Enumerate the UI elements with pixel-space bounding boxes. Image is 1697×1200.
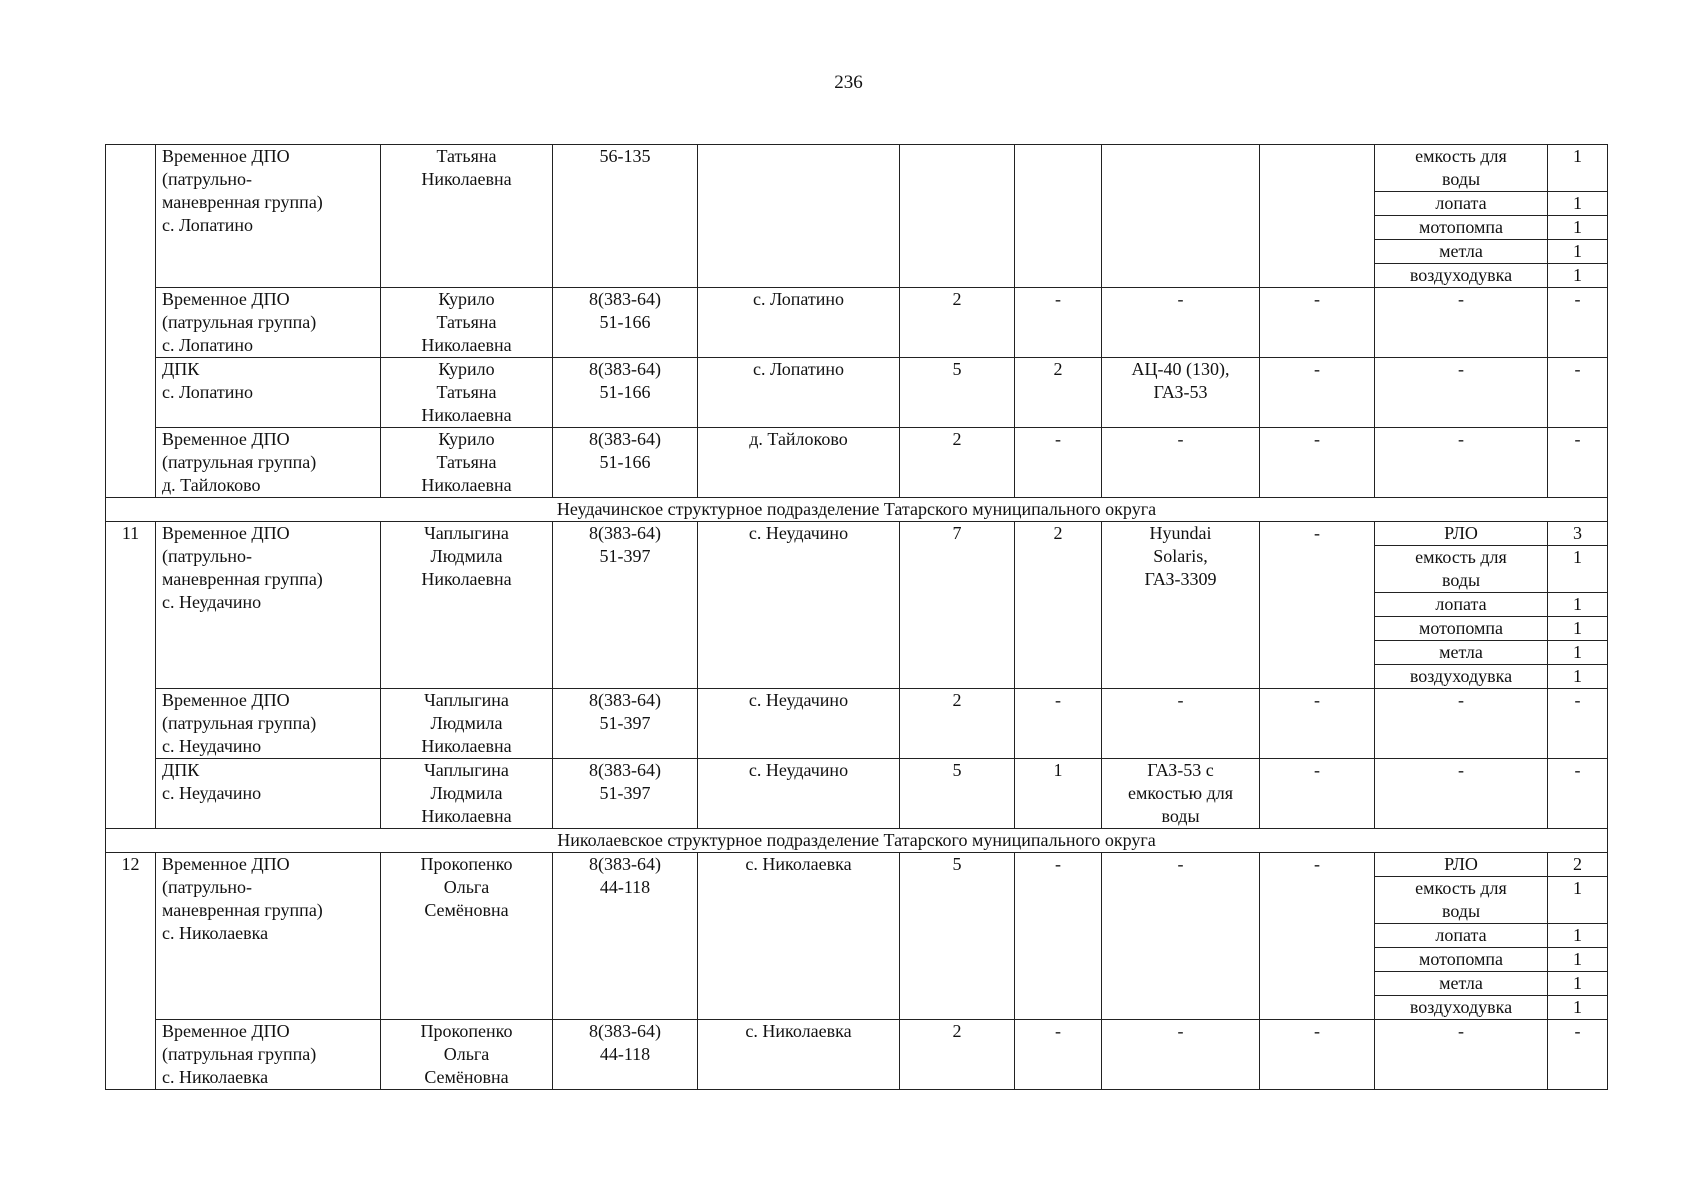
equipment-qty: 1: [1548, 641, 1608, 665]
table-row: [106, 522, 1608, 546]
equipment-item: -: [1375, 759, 1548, 829]
phone: 8(383-64) 51-397: [553, 759, 698, 829]
equipment-item: воздуходувка: [1375, 996, 1548, 1020]
unit-name: Временное ДПО (патрульно- маневренная группа) с. Николаевка: [156, 853, 381, 1020]
section-header-row: [106, 829, 1608, 853]
table-row: [106, 1020, 1608, 1090]
unit-name: Временное ДПО (патрульно- маневренная группа) с. Неудачино: [156, 522, 381, 689]
head-name: Прокопенко Ольга Семёновна: [381, 853, 553, 1020]
row-number: [106, 145, 156, 498]
equipment-qty: 1: [1548, 593, 1608, 617]
extra: -: [1260, 759, 1375, 829]
table-row: [106, 759, 1608, 829]
equipment-item: -: [1375, 358, 1548, 428]
equipment-qty: 1: [1548, 240, 1608, 264]
table-row: [106, 689, 1608, 759]
table-row: [106, 145, 1608, 192]
unit-name: ДПК с. Неудачино: [156, 759, 381, 829]
equipment-item: емкость для воды: [1375, 546, 1548, 593]
equipment-item: мотопомпа: [1375, 617, 1548, 641]
equipment-item: -: [1375, 689, 1548, 759]
staff-count: 5: [900, 853, 1015, 1020]
equipment-item: лопата: [1375, 924, 1548, 948]
location: д. Тайлоково: [698, 428, 900, 498]
units-count: -: [1015, 288, 1102, 358]
location: с. Неудачино: [698, 689, 900, 759]
location: с. Неудачино: [698, 522, 900, 689]
extra: -: [1260, 358, 1375, 428]
vehicles: АЦ-40 (130), ГАЗ-53: [1102, 358, 1260, 428]
staff-count: 2: [900, 689, 1015, 759]
table-row: [106, 428, 1608, 498]
unit-name: Временное ДПО (патрульная группа) с. Неудачино: [156, 689, 381, 759]
vehicles: -: [1102, 689, 1260, 759]
phone: 56-135: [553, 145, 698, 288]
phone: 8(383-64) 44-118: [553, 1020, 698, 1090]
units-count: -: [1015, 1020, 1102, 1090]
equipment-item: лопата: [1375, 593, 1548, 617]
units-count: 1: [1015, 759, 1102, 829]
unit-name: ДПК с. Лопатино: [156, 358, 381, 428]
unit-name: Временное ДПО (патрульно- маневренная группа) с. Лопатино: [156, 145, 381, 288]
vehicles: ГАЗ-53 с емкостью для воды: [1102, 759, 1260, 829]
extra: -: [1260, 689, 1375, 759]
equipment-qty: 1: [1548, 665, 1608, 689]
equipment-qty: -: [1548, 759, 1608, 829]
head-name: Прокопенко Ольга Семёновна: [381, 1020, 553, 1090]
staff-count: 2: [900, 1020, 1015, 1090]
equipment-qty: 1: [1548, 996, 1608, 1020]
location: [698, 145, 900, 288]
extra: [1260, 145, 1375, 288]
equipment-qty: -: [1548, 358, 1608, 428]
row-number: 11: [106, 522, 156, 829]
head-name: Курило Татьяна Николаевна: [381, 358, 553, 428]
location: с. Николаевка: [698, 1020, 900, 1090]
location: с. Лопатино: [698, 288, 900, 358]
equipment-qty: -: [1548, 288, 1608, 358]
vehicles: -: [1102, 853, 1260, 1020]
section-header-row: [106, 498, 1608, 522]
page-number: 236: [834, 72, 863, 93]
head-name: Татьяна Николаевна: [381, 145, 553, 288]
head-name: Курило Татьяна Николаевна: [381, 428, 553, 498]
staff-count: 5: [900, 358, 1015, 428]
section-title: Неудачинское структурное подразделение Татарского муниципального округа: [106, 498, 1608, 522]
equipment-item: РЛО: [1375, 522, 1548, 546]
section-title: Николаевское структурное подразделение Татарского муниципального округа: [106, 829, 1608, 853]
equipment-qty: 1: [1548, 948, 1608, 972]
location: с. Неудачино: [698, 759, 900, 829]
units-count: [1015, 145, 1102, 288]
phone: 8(383-64) 51-166: [553, 428, 698, 498]
equipment-qty: 1: [1548, 546, 1608, 593]
equipment-item: -: [1375, 288, 1548, 358]
extra: -: [1260, 1020, 1375, 1090]
equipment-qty: -: [1548, 428, 1608, 498]
equipment-qty: 1: [1548, 617, 1608, 641]
row-number: 12: [106, 853, 156, 1090]
equipment-qty: 3: [1548, 522, 1608, 546]
head-name: Курило Татьяна Николаевна: [381, 288, 553, 358]
units-count: 2: [1015, 358, 1102, 428]
staff-count: [900, 145, 1015, 288]
vehicles: Hyundai Solaris, ГАЗ-3309: [1102, 522, 1260, 689]
fire-units-table: [105, 144, 1608, 1090]
equipment-qty: 1: [1548, 216, 1608, 240]
equipment-item: метла: [1375, 972, 1548, 996]
extra: -: [1260, 853, 1375, 1020]
equipment-item: РЛО: [1375, 853, 1548, 877]
phone: 8(383-64) 51-397: [553, 522, 698, 689]
vehicles: -: [1102, 428, 1260, 498]
equipment-qty: 1: [1548, 192, 1608, 216]
staff-count: 2: [900, 428, 1015, 498]
phone: 8(383-64) 51-397: [553, 689, 698, 759]
equipment-item: лопата: [1375, 192, 1548, 216]
units-count: 2: [1015, 522, 1102, 689]
equipment-qty: 1: [1548, 924, 1608, 948]
phone: 8(383-64) 51-166: [553, 288, 698, 358]
equipment-item: метла: [1375, 641, 1548, 665]
equipment-qty: 1: [1548, 145, 1608, 192]
head-name: Чаплыгина Людмила Николаевна: [381, 689, 553, 759]
equipment-qty: 2: [1548, 853, 1608, 877]
phone: 8(383-64) 44-118: [553, 853, 698, 1020]
equipment-item: воздуходувка: [1375, 264, 1548, 288]
phone: 8(383-64) 51-166: [553, 358, 698, 428]
staff-count: 5: [900, 759, 1015, 829]
equipment-item: воздуходувка: [1375, 665, 1548, 689]
units-count: -: [1015, 428, 1102, 498]
equipment-item: мотопомпа: [1375, 216, 1548, 240]
unit-name: Временное ДПО (патрульная группа) д. Тайлоково: [156, 428, 381, 498]
unit-name: Временное ДПО (патрульная группа) с. Николаевка: [156, 1020, 381, 1090]
table-row: [106, 853, 1608, 877]
vehicles: -: [1102, 288, 1260, 358]
extra: -: [1260, 522, 1375, 689]
equipment-item: емкость для воды: [1375, 145, 1548, 192]
equipment-qty: 1: [1548, 972, 1608, 996]
location: с. Лопатино: [698, 358, 900, 428]
equipment-item: емкость для воды: [1375, 877, 1548, 924]
staff-count: 7: [900, 522, 1015, 689]
location: с. Николаевка: [698, 853, 900, 1020]
staff-count: 2: [900, 288, 1015, 358]
equipment-qty: -: [1548, 689, 1608, 759]
equipment-item: -: [1375, 1020, 1548, 1090]
extra: -: [1260, 288, 1375, 358]
vehicles: -: [1102, 1020, 1260, 1090]
vehicles: [1102, 145, 1260, 288]
table-row: [106, 358, 1608, 428]
equipment-qty: 1: [1548, 264, 1608, 288]
unit-name: Временное ДПО (патрульная группа) с. Лопатино: [156, 288, 381, 358]
equipment-item: метла: [1375, 240, 1548, 264]
table-row: [106, 288, 1608, 358]
units-count: -: [1015, 853, 1102, 1020]
extra: -: [1260, 428, 1375, 498]
head-name: Чаплыгина Людмила Николаевна: [381, 759, 553, 829]
head-name: Чаплыгина Людмила Николаевна: [381, 522, 553, 689]
equipment-qty: -: [1548, 1020, 1608, 1090]
equipment-item: мотопомпа: [1375, 948, 1548, 972]
equipment-qty: 1: [1548, 877, 1608, 924]
units-count: -: [1015, 689, 1102, 759]
equipment-item: -: [1375, 428, 1548, 498]
